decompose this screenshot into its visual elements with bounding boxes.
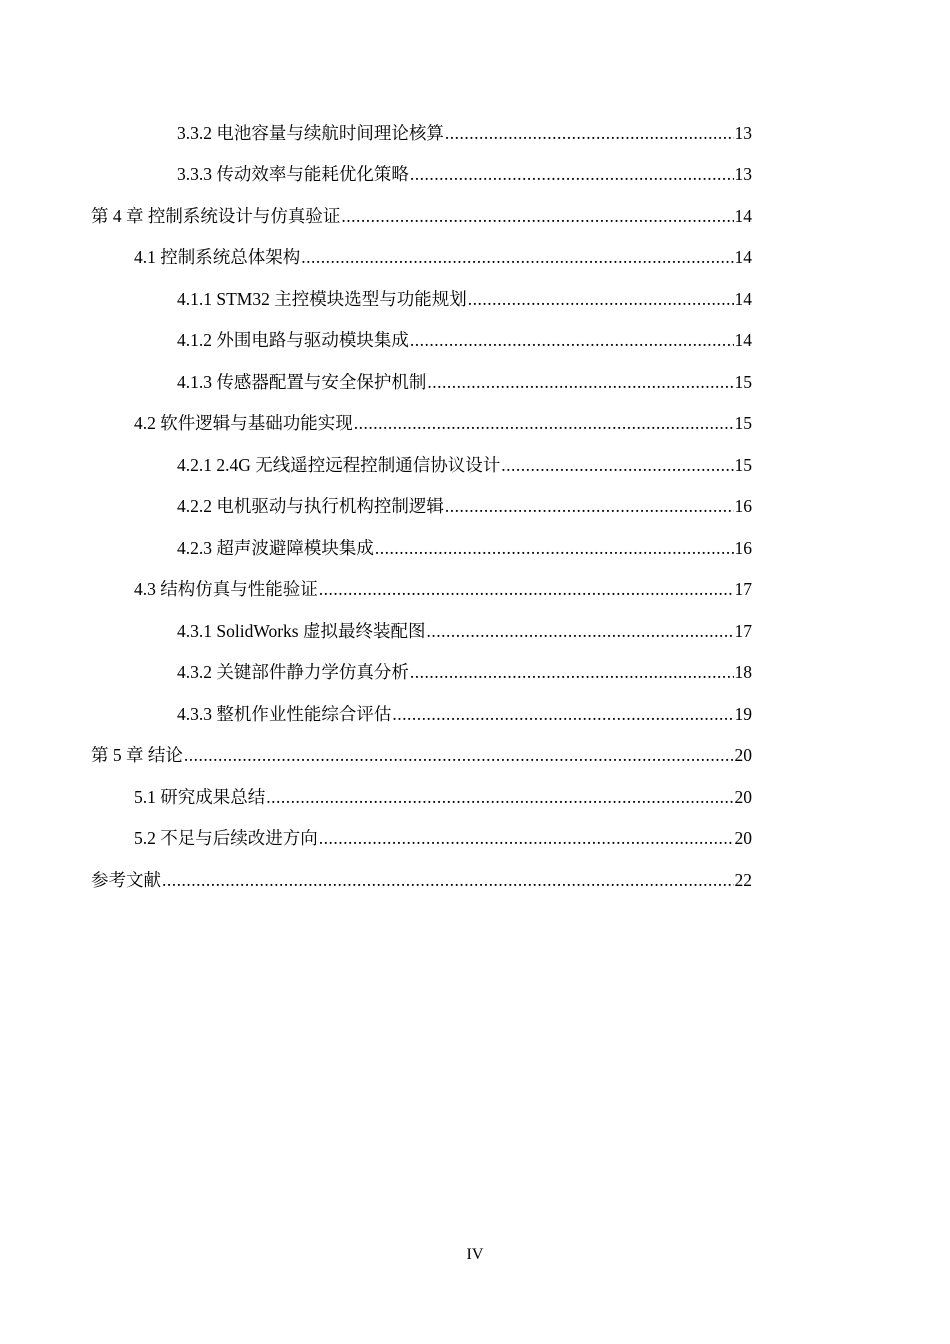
toc-dot-leader	[426, 619, 733, 643]
toc-entry-label: 5.2 不足与后续改进方向	[134, 828, 318, 848]
toc-dot-leader	[375, 536, 734, 560]
toc-entry-label: 第 4 章 控制系统设计与仿真验证	[91, 206, 341, 226]
toc-entry-label: 第 5 章 结论	[91, 745, 183, 765]
toc-dot-leader	[410, 162, 734, 186]
toc-entry-label: 4.3.1 SolidWorks 虚拟最终装配图	[177, 621, 426, 641]
toc-dot-leader	[354, 411, 734, 435]
toc-entry-5-1[interactable]	[134, 785, 752, 809]
toc-entry-4-3[interactable]	[134, 577, 752, 601]
toc-dot-leader	[445, 494, 734, 518]
toc-entry-label: 4.2 软件逻辑与基础功能实现	[134, 413, 353, 433]
toc-entry-label: 3.3.3 传动效率与能耗优化策略	[177, 164, 409, 184]
toc-dot-leader	[410, 328, 734, 352]
toc-entry-page: 20	[734, 828, 752, 848]
toc-entry-page: 20	[734, 787, 752, 807]
toc-entry-page: 17	[734, 621, 752, 641]
toc-entry-4-3-2[interactable]	[177, 660, 752, 684]
toc-entry-page: 14	[734, 247, 752, 267]
toc-entry-label: 4.3.2 关键部件静力学仿真分析	[177, 662, 409, 682]
toc-dot-leader	[319, 577, 734, 601]
toc-entry-label: 4.3.3 整机作业性能综合评估	[177, 704, 392, 724]
toc-entry-page: 14	[734, 330, 752, 350]
toc-entry-page: 14	[734, 206, 752, 226]
toc-entry-page: 15	[734, 413, 752, 433]
toc-entry-page: 13	[734, 123, 752, 143]
toc-entry-label: 4.1.1 STM32 主控模块选型与功能规划	[177, 289, 467, 309]
toc-entry-3-3-3[interactable]	[177, 162, 752, 186]
toc-entry-3-3-2[interactable]	[177, 121, 752, 145]
toc-entry-page: 15	[734, 455, 752, 475]
toc-entry-4-2[interactable]	[134, 411, 752, 435]
toc-entry-4-1[interactable]	[134, 245, 752, 269]
toc-dot-leader	[184, 743, 734, 767]
toc-entry-4-1-3[interactable]	[177, 370, 752, 394]
toc-entry-label: 4.2.1 2.4G 无线遥控远程控制通信协议设计	[177, 455, 501, 475]
toc-entry-label: 3.3.2 电池容量与续航时间理论核算	[177, 123, 444, 143]
page-number: IV	[466, 1246, 484, 1263]
toc-entry-page: 18	[734, 662, 752, 682]
toc-entry-page: 22	[734, 870, 752, 890]
toc-entry-4-3-1[interactable]	[177, 619, 752, 643]
toc-dot-leader	[341, 204, 733, 228]
toc-dot-leader	[468, 287, 734, 311]
toc-entry-page: 17	[734, 579, 752, 599]
toc-entry-chapter-4[interactable]	[91, 204, 752, 228]
toc-dot-leader	[427, 370, 733, 394]
toc-entry-label: 4.2.2 电机驱动与执行机构控制逻辑	[177, 496, 444, 516]
toc-dot-leader	[392, 702, 733, 726]
toc-entry-chapter-5[interactable]	[91, 743, 752, 767]
toc-entry-page: 16	[734, 538, 752, 558]
toc-entry-label: 4.2.3 超声波避障模块集成	[177, 538, 374, 558]
toc-dot-leader	[266, 785, 733, 809]
toc-dot-leader	[501, 453, 733, 477]
toc-entry-label: 4.3 结构仿真与性能验证	[134, 579, 318, 599]
toc-dot-leader	[301, 245, 733, 269]
toc-entry-4-1-2[interactable]	[177, 328, 752, 352]
toc-entry-page: 13	[734, 164, 752, 184]
toc-entry-label: 4.1 控制系统总体架构	[134, 247, 301, 267]
toc-dot-leader	[445, 121, 734, 145]
toc-entry-4-2-1[interactable]	[177, 453, 752, 477]
toc-dot-leader	[410, 660, 734, 684]
toc-entry-4-2-2[interactable]	[177, 494, 752, 518]
toc-entry-label: 参考文献	[91, 870, 161, 890]
toc-entry-label: 5.1 研究成果总结	[134, 787, 266, 807]
toc-entry-page: 16	[734, 496, 752, 516]
toc-entry-page: 14	[734, 289, 752, 309]
toc-entry-page: 20	[734, 745, 752, 765]
toc-entry-label: 4.1.3 传感器配置与安全保护机制	[177, 372, 427, 392]
toc-entry-label: 4.1.2 外围电路与驱动模块集成	[177, 330, 409, 350]
toc-entry-4-1-1[interactable]	[177, 287, 752, 311]
toc-entry-page: 19	[734, 704, 752, 724]
toc-entry-4-2-3[interactable]	[177, 536, 752, 560]
toc-entry-5-2[interactable]	[134, 826, 752, 850]
toc-entry-page: 15	[734, 372, 752, 392]
toc-dot-leader	[319, 826, 734, 850]
toc-entry-4-3-3[interactable]	[177, 702, 752, 726]
toc-entry-references[interactable]	[91, 868, 752, 892]
toc-dot-leader	[162, 868, 734, 892]
